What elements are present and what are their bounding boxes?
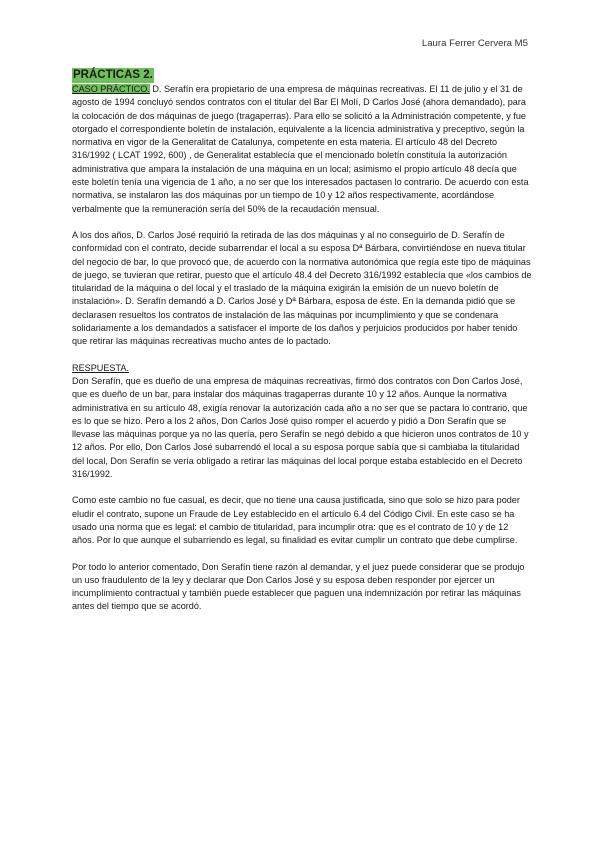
answer-heading xyxy=(72,362,532,375)
spacer xyxy=(72,548,532,561)
document-title: PRÁCTICAS 2. xyxy=(73,69,153,81)
spacer xyxy=(72,349,532,362)
spacer xyxy=(72,216,532,229)
case-label: CASO PRÁCTICO. xyxy=(72,84,150,94)
spacer xyxy=(72,481,532,494)
case-paragraph-1-text: D. Serafín era propietario de una empresa de máquinas recreativas. El 11 de julio y el 31 de agosto de 1994 concluyó sendos contratos con el titular del Bar El Molí, D Carlos José (ahora demandado), para la colocación de dos máquinas de juego (tragaperras). Para ello se solicitó a la Administración competente, y fue otorgado el correspondiente boletín de instalación, equivalente a la licencia administrativa y preceptivo, según la normativa en vigor de la Generalitat de Catalunya, competente en esta materia. El artículo 48 del Decreto 316/1992 ( LCAT 1992, 600) , de Generalitat establecía que el mencionado boletín constituía la autorización administrativa que ampara la instalación de una máquina en un local; asimismo el propio artículo 48 decía que este boletín tenía una vigencia de 1 año, a no ser que los interesados pactasen lo contrario. De acuerdo con esta normativa, se instalaron las dos máquinas por un tiempo de 10 y 12 años respectivamente, acordándose verbalmente que la remuneración sería del 50% de la recaudación mensual. xyxy=(72,84,529,214)
case-paragraph-1 xyxy=(72,83,532,216)
case-paragraph-2: A los dos años, D. Carlos José requirió la retirada de las dos máquinas y al no conseguirlo de D. Serafín de conformidad con el contrato, decide subarrendar el local a su esposa Dª Bárbara, convirtiéndose en nueva titular del negocio de bar, lo que provocó que, de acuerdo con la normativa autonómica que regía este tipo de máquinas de juego, se tuvieran que retirar, puesto que el artículo 48.4 del Decreto 316/1992 establecía que «los cambios de titularidad de la máquina o del local y el traslado de la máquina exigirán la emisión de un nuevo boletín de instalación». D. Serafín demandó a D. Carlos José y Dª Bárbara, esposa de éste. En la demanda pidió que se declarasen resueltos los contratos de instalación de las máquinas por incumplimiento y que se condenara solidariamente a los demandados a satisfacer el importe de los daños y perjuicios producidos por haber tenido que retirar las máquinas recreativas mucho antes de lo pactado. xyxy=(72,229,532,347)
document-body xyxy=(72,68,532,614)
answer-paragraph-2: Como este cambio no fue casual, es decir, que no tiene una causa justificada, sino que solo se hizo para poder eludir el contrato, supone un Fraude de Ley establecido en el artículo 6.4 del Código Civil. En este caso se ha usado una norma que es legal: el cambio de titularidad, para incumplir otra: que es el contrato de 10 y de 12 años. Por lo que aunque el subarriendo es legal, su finalidad es evitar cumplir un contrato que debe cumplirse. xyxy=(72,495,520,546)
answer-paragraph-3: Por todo lo anterior comentado, Don Serafín tiene razón al demandar, y el juez puede considerar que se produjo un uso fraudulento de la ley y declarar que Don Carlos José y su esposa deben responder por ejercer un incumplimiento contractual y también puede establecer que paguen una indemnización por retirar las máquinas antes del tiempo que se acordó. xyxy=(72,561,525,612)
answer-paragraph-1: Don Serafín, que es dueño de una empresa de máquinas recreativas, firmó dos contratos con Don Carlos José, que es dueño de un bar, para instalar dos máquinas tragaperras durante 10 y 12 años. Aunque la normativa administrativa en su artículo 48, exigía renovar la autorización cada año a no ser que se pactara lo contrario, que es lo que se hizo. Pero a los 2 años, Don Carlos José quiso romper el acuerdo y pidió a Don Serafín que se llevase las máquinas porque ya no las quería, pero Serafín se negó debido a que hicieron unos contratos de 10 y 12 años. Por ello, Don Carlos José subarrendó el local a su esposa porque sabía que si cambiaba la titularidad del local, Don Serafín se vería obligado a retirar las máquinas del local porque estaba establecido en el Decreto 316/1992. xyxy=(72,375,529,480)
answer-label: RESPUESTA. xyxy=(72,362,129,373)
header-author: Laura Ferrer Cervera M5 xyxy=(421,38,528,49)
